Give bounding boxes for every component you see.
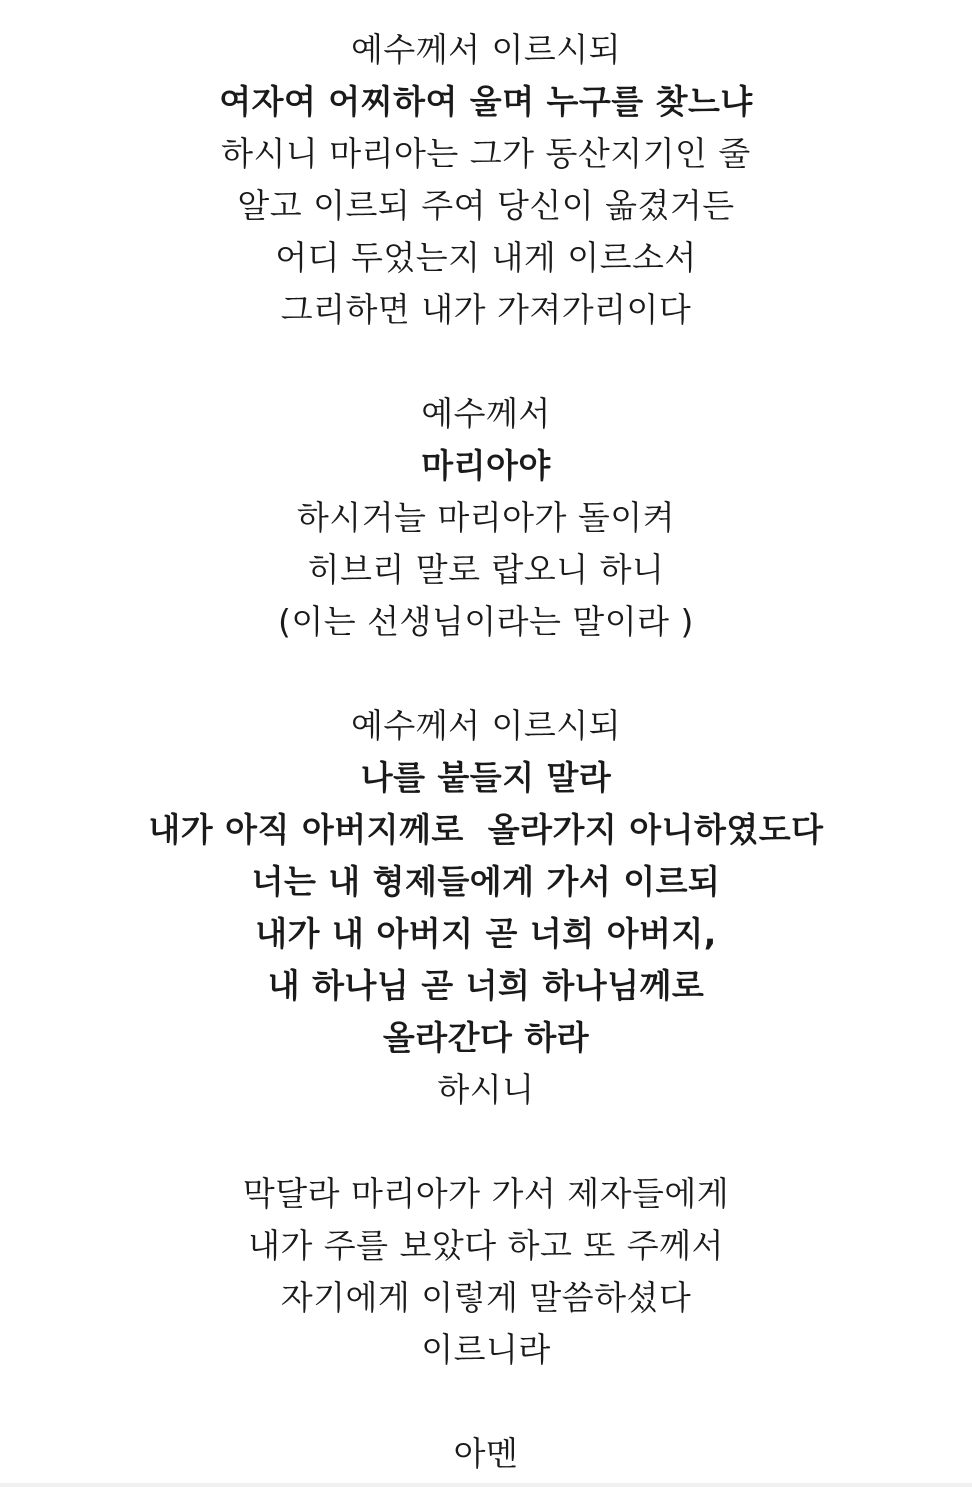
text-line: 그리하면 내가 가져가리이다: [280, 290, 692, 329]
text-line: 자기에게 이렇게 말씀하셨다: [280, 1278, 692, 1317]
text-line: 예수께서: [421, 394, 551, 433]
jesus-words-line: 내 하나님 곧 너희 하나님께로: [267, 966, 705, 1005]
text-line: 알고 이르되 주여 당신이 옮겼거든: [237, 186, 735, 225]
text-line: 예수께서 이르시되: [350, 706, 621, 745]
text-line: (이는 선생님이라는 말이라 ): [278, 602, 694, 641]
text-line: 하시거늘 마리아가 돌이켜: [296, 498, 676, 537]
jesus-words-line: 내가 아직 아버지께로 올라가지 아니하였도다: [148, 810, 824, 849]
text-line: 내가 주를 보았다 하고 또 주께서: [248, 1226, 724, 1265]
scripture-text: [0, 24, 972, 1480]
text-line: 어디 두었는지 내게 이르소서: [275, 238, 697, 277]
jesus-words-line: 너는 내 형제들에게 가서 이르되: [251, 862, 721, 901]
jesus-words-line: 여자여 어찌하여 울며 누구를 찾느냐: [219, 82, 753, 121]
jesus-words-line: 내가 내 아버지 곧 너희 아버지,: [255, 914, 717, 953]
stanza-5: [0, 1428, 972, 1480]
jesus-words-line: 나를 붙들지 말라: [360, 758, 612, 797]
stanza-3: [0, 700, 972, 1116]
bottom-divider: [0, 1483, 972, 1487]
text-line: 막달라 마리아가 가서 제자들에게: [242, 1174, 730, 1213]
stanza-4: [0, 1168, 972, 1376]
text-line: 하시니: [437, 1070, 535, 1109]
stanza-2: [0, 388, 972, 648]
text-line: 하시니 마리아는 그가 동산지기인 줄: [221, 134, 751, 173]
text-line: 예수께서 이르시되: [350, 30, 621, 69]
text-line: 이르니라: [421, 1330, 551, 1369]
jesus-words-line: 올라간다 하라: [382, 1018, 590, 1057]
stanza-1: [0, 24, 972, 336]
amen-line: 아멘: [453, 1434, 519, 1473]
jesus-words-line: 마리아야: [421, 446, 551, 485]
text-line: 히브리 말로 랍오니 하니: [307, 550, 665, 589]
